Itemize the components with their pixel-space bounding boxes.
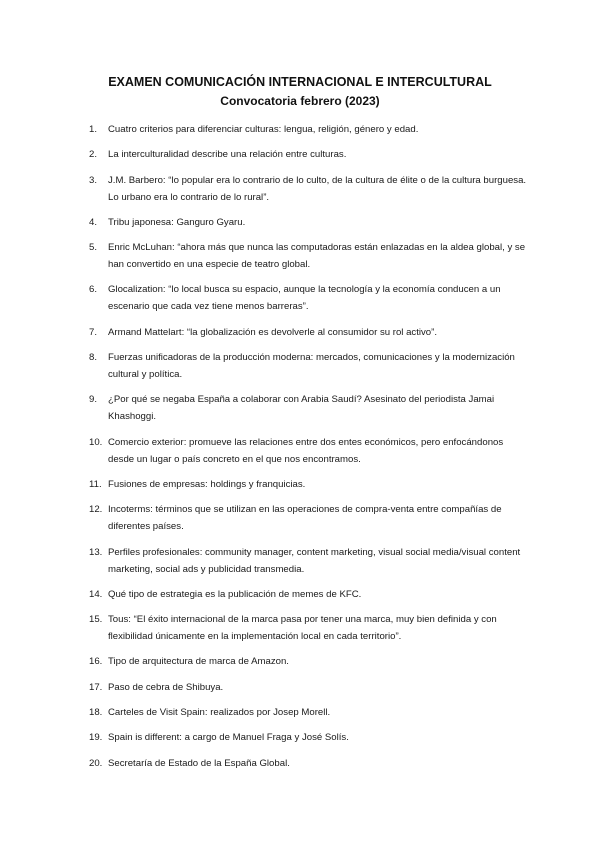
question-item (89, 172, 531, 206)
question-text: Carteles de Visit Spain: realizados por Josep Morell. (108, 707, 331, 719)
question-number: 7. (89, 326, 98, 338)
question-item (89, 544, 531, 578)
question-text: Qué tipo de estrategia es la publicación de memes de KFC. (108, 588, 362, 600)
question-item (89, 281, 531, 315)
question-number: 3. (89, 174, 98, 186)
question-number: 19. (89, 732, 103, 744)
question-text: Armand Mattelart: “la globalización es devolverle al consumidor su rol activo”. (108, 326, 437, 338)
question-number: 20. (89, 757, 103, 769)
question-item (89, 586, 531, 603)
question-text: Spain is different: a cargo de Manuel Fraga y José Solís. (108, 732, 349, 744)
question-number: 13. (89, 546, 103, 558)
question-item (89, 349, 531, 383)
question-text: Enric McLuhan: “ahora más que nunca las computadoras están enlazadas en la aldea global, y se han convertido en una especie de teatro global. (108, 242, 526, 271)
question-item (89, 729, 531, 746)
question-number: 17. (89, 681, 103, 693)
question-text: Glocalization: “lo local busca su espacio, aunque la tecnología y la economía conducen a un escenario que cada vez tiene menos barreras”. (108, 284, 501, 313)
question-item (89, 704, 531, 721)
question-text: Fuerzas unificadoras de la producción moderna: mercados, comunicaciones y la modernización cultural y política. (108, 352, 515, 381)
question-item (89, 391, 531, 425)
question-item (89, 146, 531, 163)
question-number: 1. (89, 124, 98, 135)
question-text: Tribu japonesa: Ganguro Gyaru. (108, 216, 246, 228)
question-number: 8. (89, 352, 98, 364)
question-text: Paso de cebra de Shibuya. (108, 681, 224, 693)
question-number: 4. (89, 216, 98, 228)
question-number: 16. (89, 656, 103, 668)
question-item (89, 679, 531, 696)
question-number: 9. (89, 394, 98, 406)
question-number: 15. (89, 614, 103, 626)
page-subtitle: Convocatoria febrero (2023) (220, 94, 380, 108)
question-list (89, 121, 531, 780)
question-number: 14. (89, 588, 103, 600)
question-number: 10. (89, 436, 103, 448)
question-number: 6. (89, 284, 98, 296)
question-number: 2. (89, 149, 98, 161)
question-text: Tipo de arquitectura de marca de Amazon. (108, 656, 289, 668)
question-item (89, 653, 531, 670)
question-text: Secretaría de Estado de la España Global. (108, 757, 290, 769)
question-text: Fusiones de empresas: holdings y franquicias. (108, 478, 306, 490)
question-item (89, 324, 531, 341)
question-number: 12. (89, 504, 103, 516)
question-text: Perfiles profesionales: community manager, content marketing, visual social media/visual content marketing, social ads y publicidad transmedia. (108, 546, 521, 575)
question-item (89, 121, 531, 138)
question-item (89, 755, 531, 772)
question-text: ¿Por qué se negaba España a colaborar con Arabia Saudí? Asesinato del periodista Jamai Khashoggi. (108, 394, 495, 423)
question-text: Incoterms: términos que se utilizan en las operaciones de compra-venta entre compañías de diferentes países. (108, 504, 502, 533)
question-text: J.M. Barbero: “lo popular era lo contrario de lo culto, de la cultura de élite o de la cultura burguesa. Lo urbano era lo contrario de lo rural”. (108, 174, 527, 203)
question-number: 11. (89, 478, 102, 490)
question-number: 18. (89, 707, 103, 719)
question-text: La interculturalidad describe una relación entre culturas. (108, 149, 347, 161)
question-number: 5. (89, 242, 98, 254)
question-text: Comercio exterior: promueve las relaciones entre dos entes económicos, pero enfocándonos desde un lugar o país concreto en el que nos encontramos. (108, 436, 504, 465)
question-item (89, 239, 531, 273)
question-item (89, 611, 531, 645)
question-item (89, 214, 531, 231)
question-item (89, 501, 531, 535)
question-text: Tous: “El éxito internacional de la marca pasa por tener una marca, muy bien definida y con flexibilidad únicamente en la implementación local en cada territorio”. (108, 614, 497, 643)
page-title: EXAMEN COMUNICACIÓN INTERNACIONAL E INTERCULTURAL (108, 75, 492, 89)
document-header (0, 74, 600, 109)
question-text: Cuatro criterios para diferenciar culturas: lengua, religión, género y edad. (108, 124, 419, 135)
question-item (89, 434, 531, 468)
question-item (89, 476, 531, 493)
